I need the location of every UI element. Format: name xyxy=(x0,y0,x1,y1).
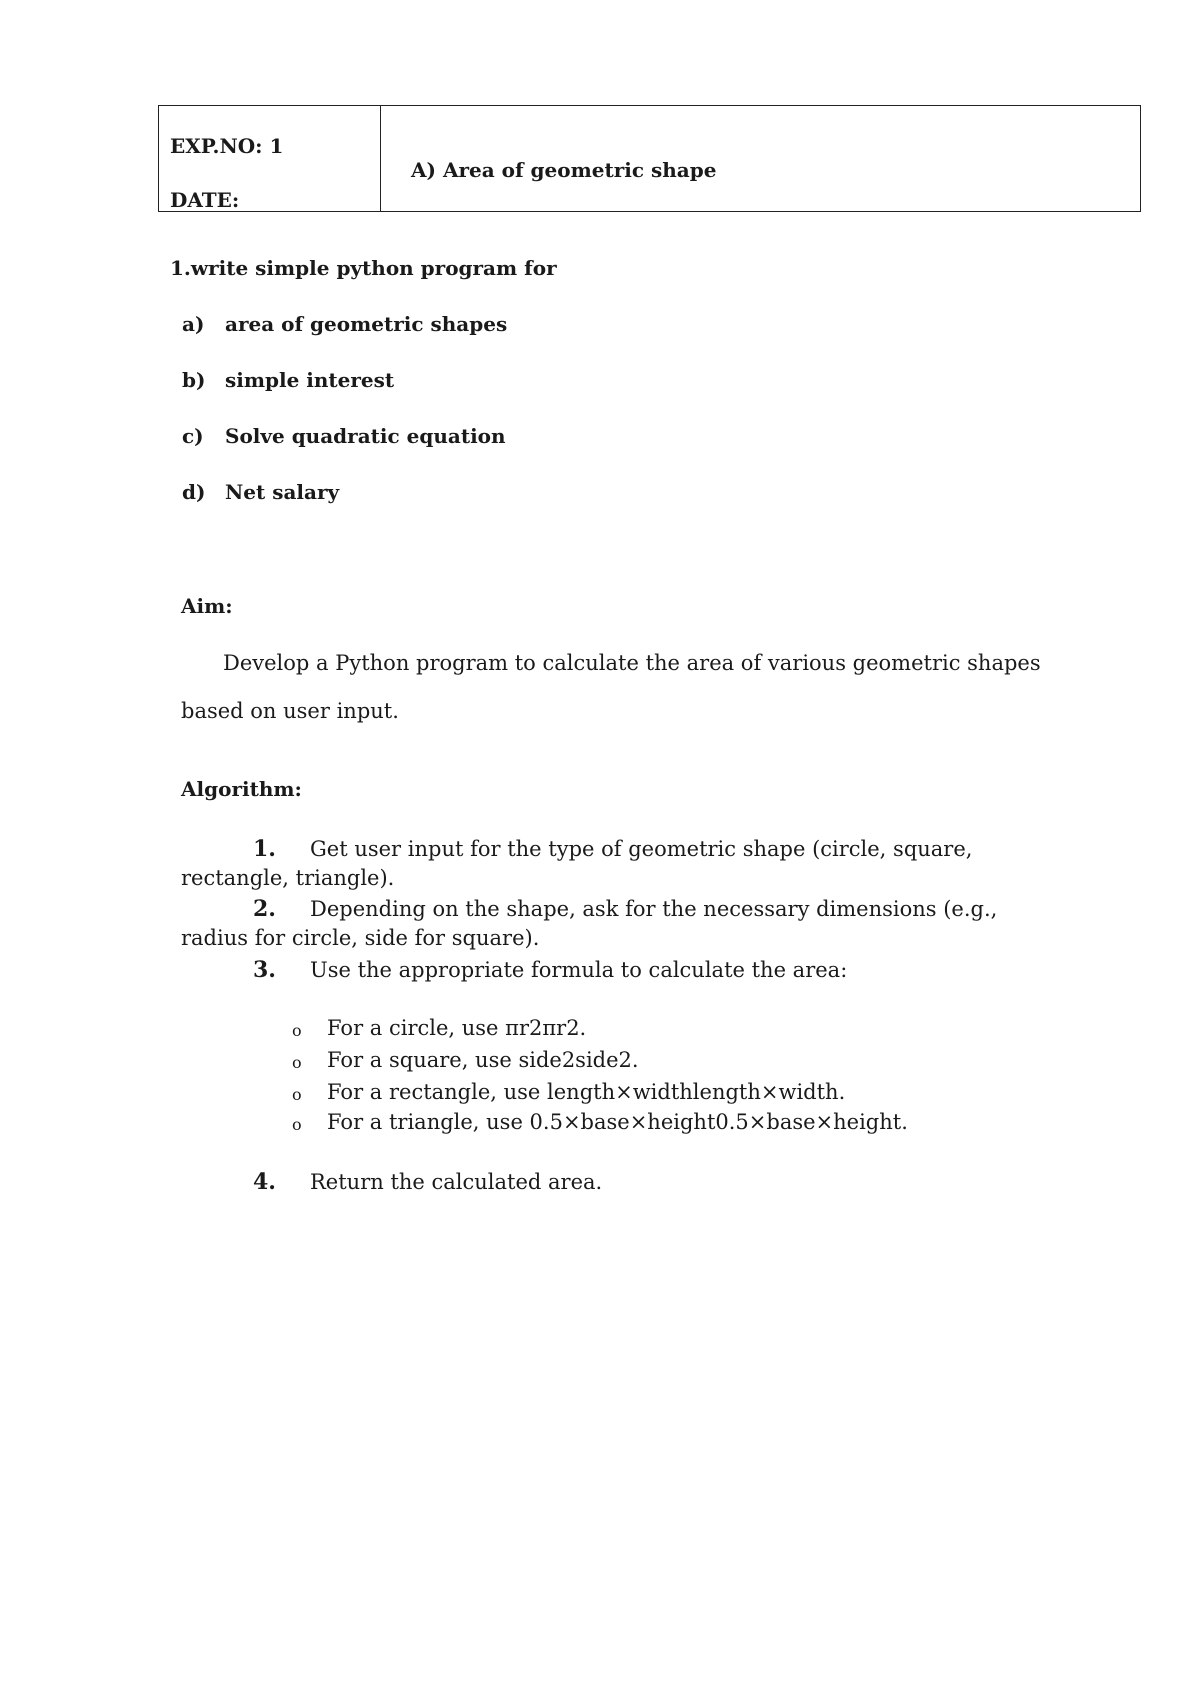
step-text-continued: radius for circle, side for square). xyxy=(181,926,540,950)
bullet-marker: o xyxy=(292,1115,302,1134)
bullet-text: For a circle, use πr2πr2. xyxy=(327,1016,587,1040)
step-text: Use the appropriate formula to calculate the area: xyxy=(310,958,848,982)
aim-text-line-1: Develop a Python program to calculate the area of various geometric shapes xyxy=(223,651,1041,675)
bullet-marker: o xyxy=(292,1021,302,1040)
bullet-text: For a rectangle, use length×widthlength×width. xyxy=(327,1080,846,1104)
experiment-title: A) Area of geometric shape xyxy=(411,158,717,182)
header-right-cell xyxy=(381,106,1140,211)
aim-text-line-2: based on user input. xyxy=(181,699,399,723)
bullet-text: For a square, use side2side2. xyxy=(327,1048,639,1072)
list-marker: c) xyxy=(182,424,204,448)
header-left-cell xyxy=(159,106,381,211)
step-text: Return the calculated area. xyxy=(310,1170,603,1194)
list-marker: b) xyxy=(182,368,206,392)
list-text: Net salary xyxy=(225,480,340,504)
bullet-marker: o xyxy=(292,1053,302,1072)
bullet-text: For a triangle, use 0.5×base×height0.5×base×height. xyxy=(327,1110,908,1134)
list-marker: d) xyxy=(182,480,206,504)
step-text: Depending on the shape, ask for the necessary dimensions (e.g., xyxy=(310,897,998,921)
list-text: area of geometric shapes xyxy=(225,312,508,336)
experiment-number: EXP.NO: 1 xyxy=(170,134,284,158)
step-number: 4. xyxy=(253,1169,276,1195)
list-text: simple interest xyxy=(225,368,395,392)
step-number: 3. xyxy=(253,957,276,983)
aim-heading: Aim: xyxy=(181,594,233,618)
bullet-marker: o xyxy=(292,1085,302,1104)
date-label: DATE: xyxy=(170,188,240,212)
step-number: 2. xyxy=(253,896,276,922)
step-text-continued: rectangle, triangle). xyxy=(181,866,395,890)
question-title: 1.write simple python program for xyxy=(170,256,557,280)
step-text: Get user input for the type of geometric shape (circle, square, xyxy=(310,837,973,861)
step-number: 1. xyxy=(253,836,276,862)
list-text: Solve quadratic equation xyxy=(225,424,506,448)
algorithm-heading: Algorithm: xyxy=(181,777,302,801)
list-marker: a) xyxy=(182,312,205,336)
header-table xyxy=(158,105,1141,212)
